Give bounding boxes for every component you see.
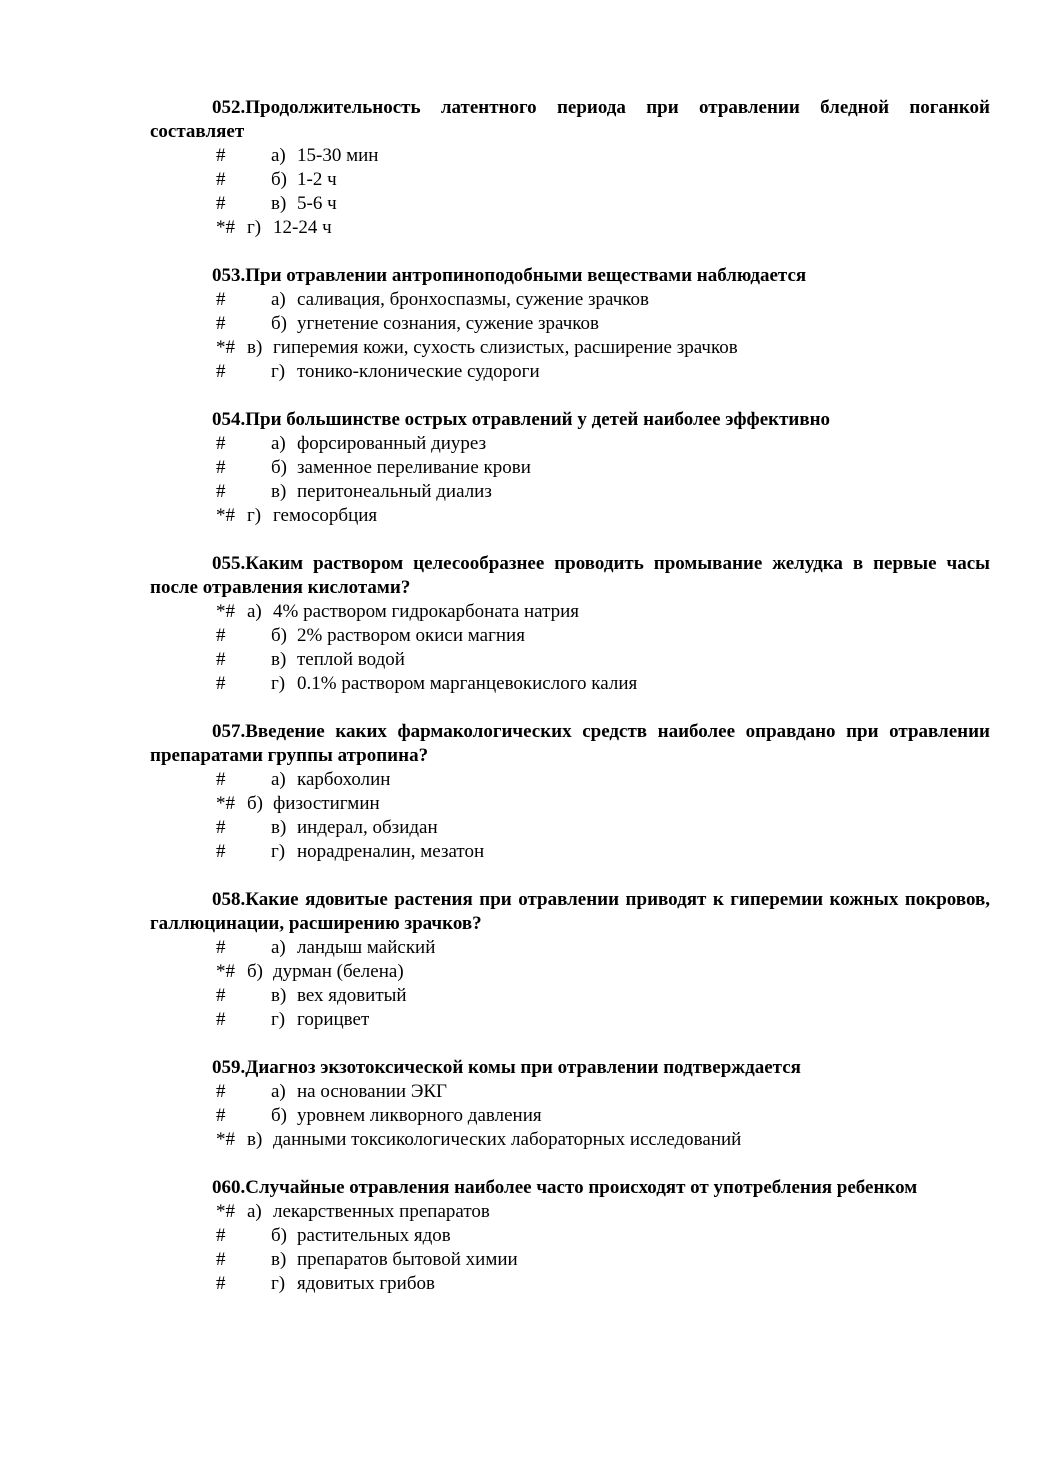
answer-text: уровнем ликворного давления	[297, 1105, 542, 1126]
answer-text: гемосорбция	[273, 505, 378, 526]
answer-marker: #	[216, 289, 226, 310]
answer-letter: б)	[271, 1225, 287, 1246]
answer-letter: а)	[271, 937, 286, 958]
answer-option	[150, 672, 990, 696]
answer-letter: г)	[271, 1273, 286, 1294]
answer-text: форсированный диурез	[297, 433, 487, 454]
answer-letter: а)	[247, 1201, 262, 1222]
answer-option	[150, 1080, 990, 1104]
answer-text: данными токсикологических лабораторных исследований	[273, 1129, 742, 1150]
question-text: 055.Каким раствором целесообразнее проводить промывание желудка в первые часы после отравления кислотами?	[150, 553, 990, 598]
answer-letter: г)	[271, 841, 286, 862]
answer-letter: в)	[247, 1129, 263, 1150]
answer-option-correct	[150, 1200, 990, 1224]
question-text: 052.Продолжительность латентного периода при отравлении бледной поганкой составляет	[150, 97, 990, 142]
answer-option	[150, 480, 990, 504]
answer-option-correct	[150, 792, 990, 816]
answer-letter: в)	[271, 193, 287, 214]
answer-option	[150, 648, 990, 672]
answer-marker: *#	[216, 337, 235, 358]
question-text: 059.Диагноз экзотоксической комы при отравлении подтверждается	[212, 1057, 801, 1078]
answer-letter: в)	[271, 481, 287, 502]
answer-marker: #	[216, 433, 226, 454]
answer-marker: #	[216, 937, 226, 958]
answer-marker: #	[216, 817, 226, 838]
question-060	[150, 1176, 990, 1296]
answer-letter: б)	[271, 457, 287, 478]
question-text: 054.При большинстве острых отравлений у детей наиболее эффективно	[212, 409, 831, 430]
answer-option	[150, 1224, 990, 1248]
answer-marker: #	[216, 361, 226, 382]
question-054	[150, 408, 990, 528]
answer-letter: а)	[271, 769, 286, 790]
answer-text: 15-30 мин	[297, 145, 379, 166]
answer-letter: б)	[271, 313, 287, 334]
answer-option-correct	[150, 1128, 990, 1152]
question-057	[150, 720, 990, 864]
answer-marker: #	[216, 313, 226, 334]
answer-text: лекарственных препаратов	[273, 1201, 490, 1222]
answer-option	[150, 984, 990, 1008]
answer-letter: б)	[247, 793, 263, 814]
answer-option-correct	[150, 504, 990, 528]
answer-marker: #	[216, 625, 226, 646]
answer-option-correct	[150, 216, 990, 240]
answer-marker: #	[216, 1105, 226, 1126]
answer-letter: а)	[271, 145, 286, 166]
answer-marker: #	[216, 649, 226, 670]
answer-marker: #	[216, 841, 226, 862]
answer-marker: *#	[216, 961, 235, 982]
answer-option	[150, 936, 990, 960]
answer-option	[150, 1008, 990, 1032]
answer-marker: *#	[216, 505, 235, 526]
answer-text: дурман (белена)	[273, 961, 404, 982]
answer-marker: *#	[216, 601, 235, 622]
question-052	[150, 96, 990, 240]
answer-letter: г)	[247, 505, 262, 526]
answer-text: 4% раствором гидрокарбоната натрия	[273, 601, 580, 622]
answer-marker: #	[216, 1249, 226, 1270]
question-text: 053.При отравлении антропиноподобными веществами наблюдается	[212, 265, 807, 286]
answer-option	[150, 312, 990, 336]
answer-option	[150, 1104, 990, 1128]
question-059	[150, 1056, 990, 1152]
answer-option	[150, 432, 990, 456]
answer-letter: б)	[271, 169, 287, 190]
answer-letter: в)	[271, 985, 287, 1006]
answer-marker: *#	[216, 793, 235, 814]
answer-letter: в)	[271, 817, 287, 838]
answer-text: ядовитых грибов	[297, 1273, 435, 1294]
answer-option-correct	[150, 600, 990, 624]
answer-option	[150, 144, 990, 168]
answer-text: ландыш майский	[297, 937, 436, 958]
answer-text: вех ядовитый	[297, 985, 407, 1006]
answer-text: норадреналин, мезатон	[297, 841, 485, 862]
answer-text: индерал, обзидан	[297, 817, 438, 838]
answer-marker: #	[216, 145, 226, 166]
answer-letter: в)	[271, 649, 287, 670]
answer-text: 12-24 ч	[273, 217, 332, 238]
answer-text: физостигмин	[273, 793, 380, 814]
answer-text: саливация, бронхоспазмы, сужение зрачков	[297, 289, 650, 310]
answer-text: горицвет	[297, 1009, 370, 1030]
answer-letter: в)	[271, 1249, 287, 1270]
answer-letter: а)	[271, 289, 286, 310]
answer-letter: г)	[271, 673, 286, 694]
answer-marker: #	[216, 769, 226, 790]
answer-marker: #	[216, 169, 226, 190]
answer-option	[150, 624, 990, 648]
answer-marker: #	[216, 1081, 226, 1102]
answer-letter: а)	[247, 601, 262, 622]
answer-text: 1-2 ч	[297, 169, 337, 190]
answer-text: перитонеальный диализ	[297, 481, 492, 502]
answer-text: гиперемия кожи, сухость слизистых, расширение зрачков	[273, 337, 738, 358]
question-text: 058.Какие ядовитые растения при отравлении приводят к гиперемии кожных покровов, галлюцинации, расширению зрачков?	[150, 889, 990, 934]
answer-text: 0.1% раствором марганцевокислого калия	[297, 673, 638, 694]
answer-letter: а)	[271, 433, 286, 454]
answer-letter: а)	[271, 1081, 286, 1102]
answer-option	[150, 840, 990, 864]
answer-text: на основании ЭКГ	[297, 1081, 448, 1102]
answer-letter: г)	[271, 361, 286, 382]
answer-marker: *#	[216, 217, 235, 238]
answer-text: тонико-клонические судороги	[297, 361, 540, 382]
answer-option-correct	[150, 960, 990, 984]
question-text: 057.Введение каких фармакологических средств наиболее оправдано при отравлении препаратами группы атропина?	[150, 721, 990, 766]
answer-option	[150, 168, 990, 192]
answer-marker: #	[216, 1225, 226, 1246]
answer-marker: *#	[216, 1129, 235, 1150]
answer-option	[150, 360, 990, 384]
answer-text: теплой водой	[297, 649, 405, 670]
answer-option	[150, 1272, 990, 1296]
answer-marker: #	[216, 673, 226, 694]
answer-letter: г)	[247, 217, 262, 238]
answer-text: заменное переливание крови	[297, 457, 531, 478]
answer-marker: #	[216, 1009, 226, 1030]
answer-letter: б)	[271, 625, 287, 646]
answer-marker: #	[216, 457, 226, 478]
answer-marker: #	[216, 481, 226, 502]
question-053	[150, 264, 990, 384]
answer-letter: б)	[247, 961, 263, 982]
answer-marker: #	[216, 1273, 226, 1294]
answer-text: 5-6 ч	[297, 193, 337, 214]
answer-option	[150, 1248, 990, 1272]
answer-letter: в)	[247, 337, 263, 358]
answer-option-correct	[150, 336, 990, 360]
question-058	[150, 888, 990, 1032]
answer-letter: г)	[271, 1009, 286, 1030]
answer-option	[150, 192, 990, 216]
answer-text: угнетение сознания, сужение зрачков	[297, 313, 599, 334]
question-055	[150, 552, 990, 696]
answer-text: препаратов бытовой химии	[297, 1249, 518, 1270]
answer-option	[150, 288, 990, 312]
answer-option	[150, 816, 990, 840]
question-text: 060.Случайные отравления наиболее часто происходят от употребления ребенком	[212, 1177, 918, 1198]
answer-text: растительных ядов	[297, 1225, 451, 1246]
test-page	[150, 96, 990, 1320]
answer-letter: б)	[271, 1105, 287, 1126]
answer-option	[150, 456, 990, 480]
answer-marker: #	[216, 193, 226, 214]
answer-option	[150, 768, 990, 792]
answer-marker: *#	[216, 1201, 235, 1222]
answer-text: 2% раствором окиси магния	[297, 625, 525, 646]
answer-marker: #	[216, 985, 226, 1006]
answer-text: карбохолин	[297, 769, 391, 790]
